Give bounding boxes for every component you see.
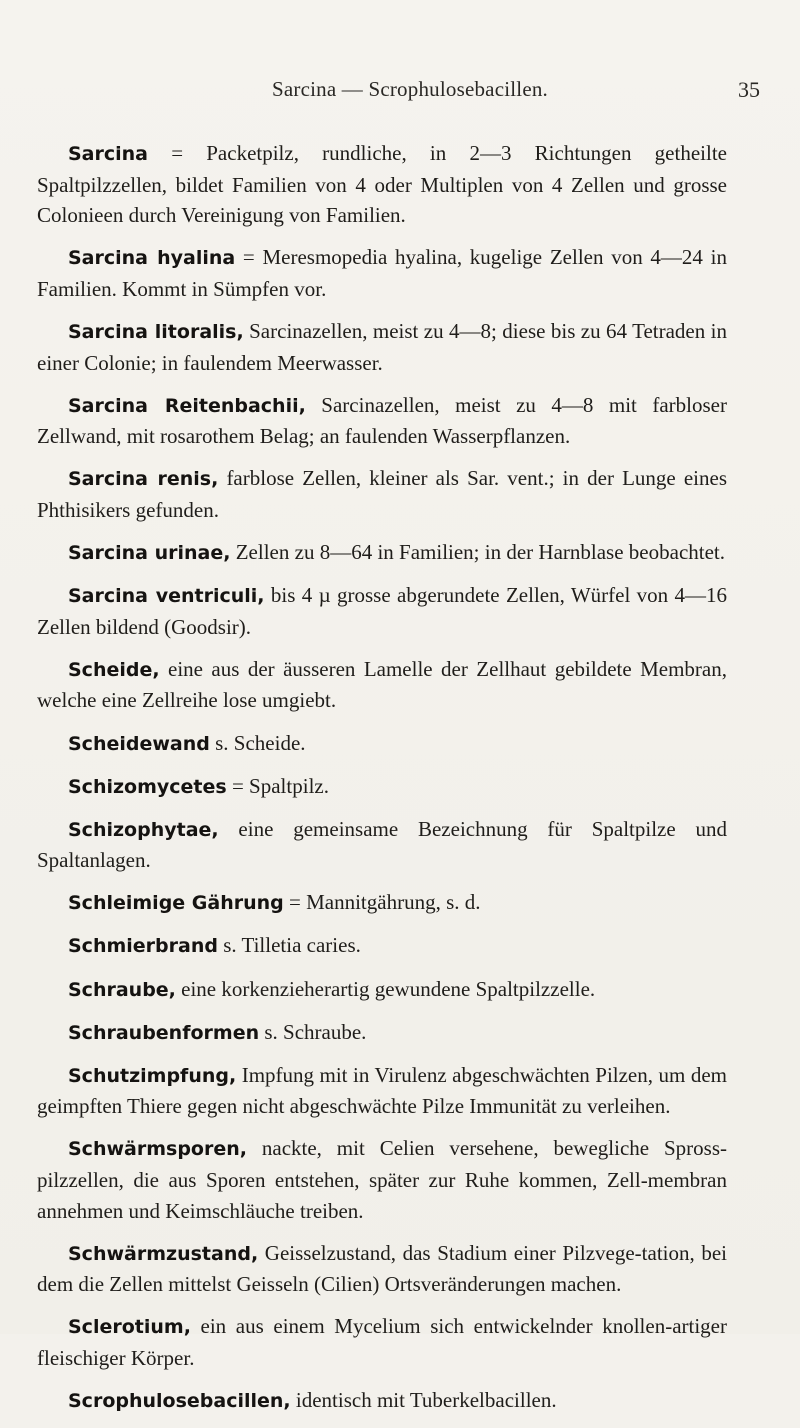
entry-term: Sarcina [68, 143, 148, 165]
entry-schmierbrand [37, 930, 727, 962]
entry-sarcina-ventriculi [37, 580, 727, 642]
entry-schleimige-gaehrung [37, 887, 727, 919]
entry-sarcina-hyalina [37, 242, 727, 304]
entry-sarcina-urinae [37, 537, 727, 569]
entry-sarcina-litoralis [37, 316, 727, 378]
page-number: 35 [738, 77, 760, 102]
entry-term: Sarcina Reitenbachii, [68, 394, 306, 417]
entry-schwaermzustand [37, 1238, 727, 1300]
entry-term: Schmierbrand [68, 935, 218, 958]
entry-term: Sarcina urinae, [68, 542, 231, 565]
entry-term: Schwärmsporen, [68, 1138, 247, 1161]
entry-sclerotium [37, 1311, 727, 1373]
entry-definition: Impfung mit in Virulenz abgeschwächten Pilzen, um dem geimpften Thiere gegen nicht abgeschwächte Pilze Immunität zu verleihen. [37, 1062, 727, 1119]
entry-definition: eine gemeinsame Bezeichnung für Spaltpilze und Spaltanlagen. [37, 816, 727, 873]
entry-definition: farblose Zellen, kleiner als Sar. vent.; in der Lunge eines Phthisikers gefunden. [37, 466, 727, 522]
entry-sarcina [37, 138, 727, 231]
entry-scheide [37, 654, 727, 716]
entry-scrophulosebacillen [37, 1385, 727, 1417]
entry-definition: bis 4 µ grosse abgerundete Zellen, Würfel von 4—16 Zellen bildend (Goodsir). [37, 583, 727, 639]
entry-sarcina-reitenbachii [37, 390, 727, 452]
entry-schraube [37, 974, 727, 1006]
entry-definition: s. Schraube. [259, 1019, 367, 1044]
entry-schraubenformen [37, 1017, 727, 1049]
entry-term: Sclerotium, [68, 1316, 191, 1339]
entry-definition: s. Tilletia caries. [217, 933, 361, 958]
entry-sarcina-renis [37, 463, 727, 525]
entry-definition: ein aus einem Mycelium sich entwickelnder knollen-artiger fleischiger Körper. [37, 1314, 727, 1370]
entry-definition: nackte, mit Celien versehene, bewegliche Spross-pilzzellen, die aus Sporen entstehen, später zur Ruhe kommen, Zell-membran annehmen und Keimschläuche treiben. [37, 1136, 727, 1223]
entry-scheidewand [37, 728, 727, 760]
entry-term: Schraube, [68, 978, 176, 1001]
entry-term: Scheidewand [68, 732, 210, 755]
running-head: Sarcina — Scrophulosebacillen. [271, 77, 548, 101]
entry-definition: identisch mit Tuberkelbacillen. [290, 1388, 557, 1413]
page-header [60, 77, 760, 107]
entry-term: Sarcina renis, [68, 468, 219, 491]
entry-term: Sarcina litoralis, [68, 320, 244, 343]
entry-schutzimpfung [37, 1060, 727, 1122]
entry-term: Scheide, [68, 658, 160, 681]
entry-schwaermsporen [37, 1133, 727, 1226]
entry-schizomycetes [37, 771, 727, 803]
entry-definition: = Packetpilz, rundliche, in 2—3 Richtungen getheilte Spaltpilzzellen, bildet Familien von 4 oder Multiplen von 4 Zellen und grosse Colonieen durch Vereinigung von Familien. [37, 141, 727, 228]
entry-definition: Sarcinazellen, meist zu 4—8; diese bis zu 64 Tetraden in einer Colonie; in faulendem Meerwasser. [37, 318, 727, 375]
entry-term: Scrophulosebacillen, [68, 1390, 291, 1413]
entry-definition: Sarcinazellen, meist zu 4—8 mit farbloser Zellwand, mit rosarothem Belag; an faulenden Wasserpflanzen. [37, 392, 727, 449]
entry-definition: Geisselzustand, das Stadium einer Pilzvege-tation, bei dem die Zellen mittelst Geisseln (Cilien) Ortsveränderungen machen. [37, 1240, 727, 1297]
entry-term: Sarcina hyalina [68, 247, 236, 270]
entry-term: Sarcina ventriculi, [68, 585, 265, 608]
entry-definition: eine korkenzieherartig gewundene Spaltpilzzelle. [175, 976, 596, 1001]
entry-term: Schizomycetes [68, 775, 227, 798]
entry-term: Schwärmzustand, [68, 1242, 259, 1265]
entry-term: Schleimige Gährung [68, 892, 284, 915]
entry-definition: Zellen zu 8—64 in Familien; in der Harnblase beobachtet. [230, 540, 725, 565]
entry-definition: eine aus der äusseren Lamelle der Zellhaut gebildete Membran, welche eine Zellreihe lose umgiebt. [37, 656, 727, 713]
entry-term: Schizophytae, [68, 818, 219, 841]
entry-definition: = Spaltpilz. [226, 773, 329, 798]
entry-definition: = Mannitgährung, s. d. [283, 890, 481, 915]
entry-term: Schraubenformen [68, 1021, 260, 1044]
entry-definition: = Meresmopedia hyalina, kugelige Zellen von 4—24 in Familien. Kommt in Sümpfen vor. [37, 245, 727, 301]
dictionary-entries [37, 138, 727, 1428]
entry-definition: s. Scheide. [209, 730, 306, 755]
entry-term: Schutzimpfung, [68, 1064, 237, 1087]
entry-schizophytae [37, 814, 727, 876]
